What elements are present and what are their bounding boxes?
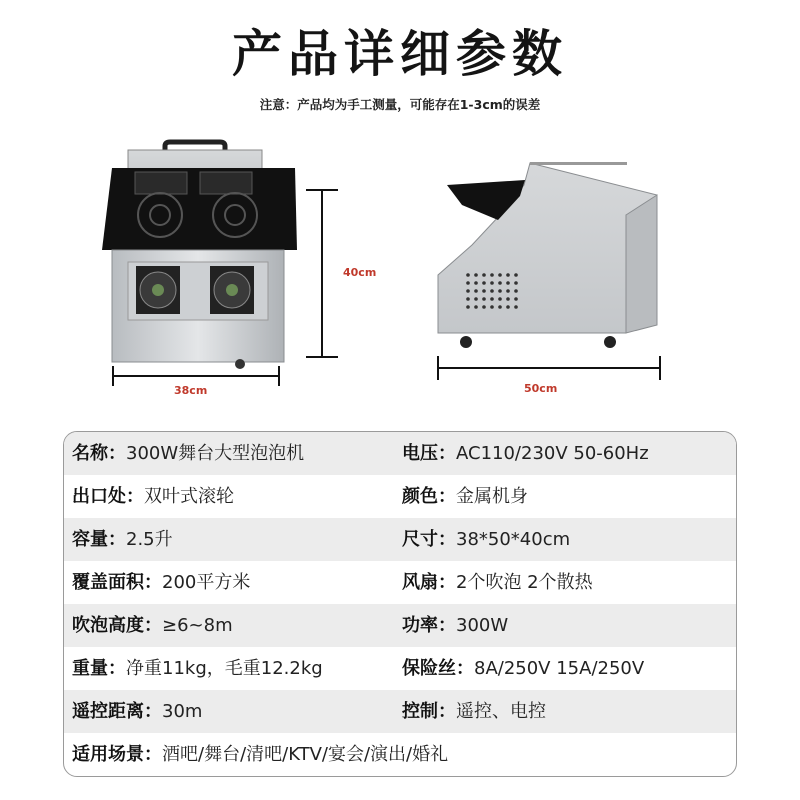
spec-value: 8A/250V 15A/250V [474,658,645,679]
spec-value: AC110/230V 50-60Hz [456,443,649,464]
spec-row [64,604,736,647]
spec-row [64,647,736,690]
spec-key: 吹泡高度： [72,615,162,636]
front-width-label: 38cm [174,384,208,397]
spec-right [402,604,508,647]
front-view [102,142,297,369]
spec-value: 300W [456,615,509,636]
cooling-fan-left [136,266,180,314]
spec-key: 名称： [72,443,126,464]
spec-right [402,561,593,604]
wheel [460,336,472,348]
side-view [438,162,657,348]
spec-value: 金属机身 [456,486,528,507]
spec-key: 出口处： [72,486,144,507]
spec-value: 遥控、电控 [456,701,546,722]
spec-key: 电压： [402,443,456,464]
spec-key: 控制： [402,701,456,722]
spec-value: 38*50*40cm [456,529,571,550]
wheel [604,336,616,348]
spec-key: 适用场景： [72,744,162,765]
spec-right [402,432,649,475]
spec-key: 风扇： [402,572,456,593]
spec-value: 2个吹泡 2个散热 [456,572,593,593]
spec-row [64,432,736,475]
page-title: 产品详细参数 [232,25,568,83]
spec-left [72,690,202,733]
spec-left [72,647,323,690]
spec-key: 遥控距离： [72,701,162,722]
spec-left [72,561,250,604]
spec-left [72,475,234,518]
spec-table [63,431,737,777]
spec-value: 酒吧/舞台/清吧/KTV/宴会/演出/婚礼 [162,744,449,765]
cooling-fan-right [210,266,254,314]
spec-right [402,475,528,518]
spec-value: 300W舞台大型泡泡机 [126,443,305,464]
spec-row [64,475,736,518]
front-width-dimension-line [113,366,279,386]
spec-value: 30m [162,701,203,722]
spec-key: 覆盖面积： [72,572,162,593]
spec-right [402,518,570,561]
spec-row [64,690,736,733]
spec-value: 双叶式滚轮 [144,486,234,507]
spec-key: 尺寸： [402,529,456,550]
spec-key: 保险丝： [402,658,474,679]
spec-right [402,690,546,733]
spec-key: 功率： [402,615,456,636]
spec-value: 200平方米 [162,572,251,593]
side-length-label: 50cm [524,382,558,395]
spec-left [72,518,173,561]
spec-key: 重量： [72,658,126,679]
spec-row [64,518,736,561]
spec-value: 2.5升 [126,529,173,550]
spec-value: 净重11kg，毛重12.2kg [126,658,323,679]
height-label: 40cm [343,266,377,279]
side-length-dimension-line [438,356,660,380]
spec-left [72,733,448,776]
spec-left [72,604,233,647]
spec-key: 颜色： [402,486,456,507]
spec-key: 容量： [72,529,126,550]
height-dimension-line [306,190,338,357]
spec-row [64,561,736,604]
measurement-note: 注意：产品均为手工测量，可能存在1-3cm的误差 [259,97,541,112]
spec-row [64,733,736,776]
spec-value: ≥6~8m [162,615,233,636]
spec-right [402,647,644,690]
spec-left [72,432,304,475]
